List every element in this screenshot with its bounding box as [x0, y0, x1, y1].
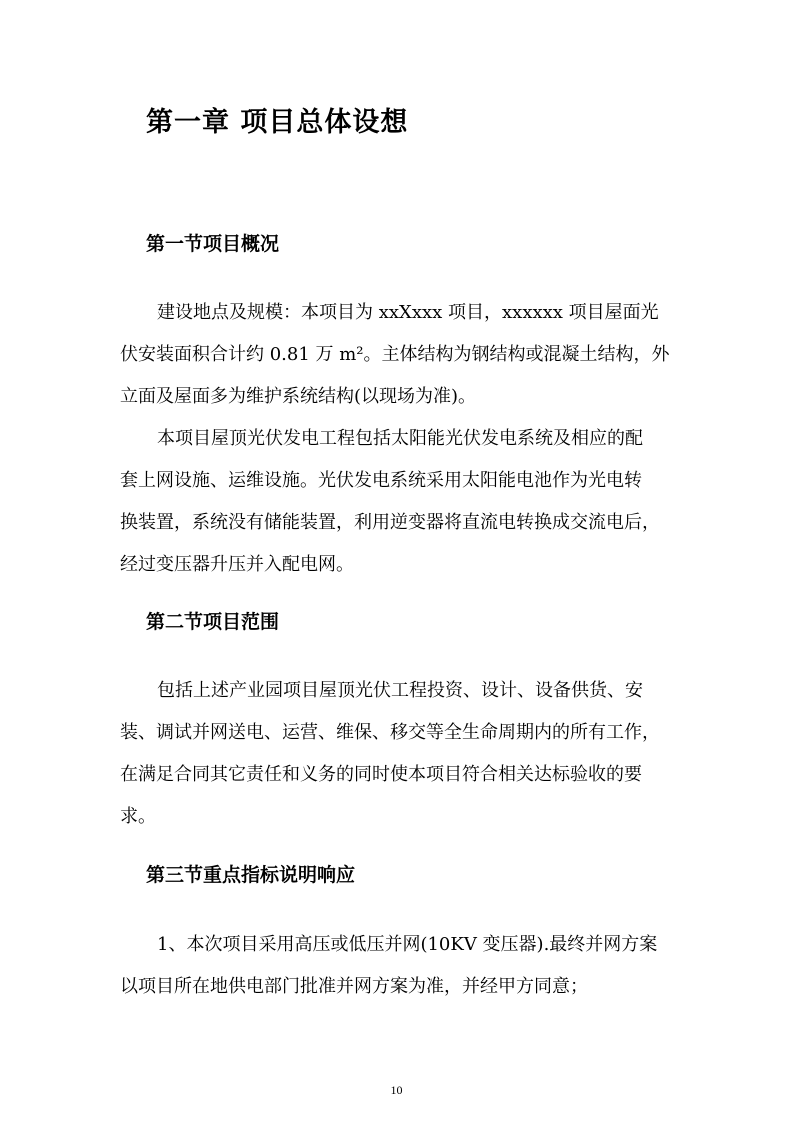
paragraph-line: 本项目屋顶光伏发电工程包括太阳能光伏发电系统及相应的配 — [157, 428, 643, 449]
section-heading-overview: 第一节项目概况 — [146, 233, 280, 255]
paragraph-line: 换装置，系统没有储能装置，利用逆变器将直流电转换成交流电后， — [120, 512, 660, 533]
section-heading-key-indicators: 第三节重点指标说明响应 — [146, 864, 356, 886]
paragraph-line: 伏安装面积合计约 0.81 万 m²。主体结构为钢结构或混凝土结构，外 — [120, 344, 670, 365]
paragraph-line: 套上网设施、运维设施。光伏发电系统采用太阳能电池作为光电转 — [120, 470, 642, 491]
paragraph-line: 建设地点及规模：本项目为 xxXxxx 项目，xxxxxx 项目屋面光 — [157, 302, 659, 323]
paragraph-line: 包括上述产业园项目屋顶光伏工程投资、设计、设备供货、安 — [157, 680, 643, 701]
paragraph-line: 经过变压器升压并入配电网。 — [120, 554, 354, 575]
paragraph-line: 立面及屋面多为维护系统结构(以现场为准)。 — [120, 386, 477, 407]
paragraph-line: 装、调试并网送电、运营、维保、移交等全生命周期内的所有工作， — [120, 722, 660, 743]
paragraph-line: 以项目所在地供电部门批准并网方案为准，并经甲方同意； — [120, 976, 588, 997]
section-heading-scope: 第二节项目范围 — [146, 611, 280, 633]
chapter-title: 第一章 项目总体设想 — [146, 107, 409, 138]
paragraph-line: 在满足合同其它责任和义务的同时使本项目符合相关达标验收的要 — [120, 764, 642, 785]
paragraph-line: 1、本次项目采用高压或低压并网(10KV 变压器).最终并网方案 — [157, 934, 658, 955]
page-number: 10 — [390, 1083, 403, 1097]
paragraph-line: 求。 — [120, 806, 156, 827]
